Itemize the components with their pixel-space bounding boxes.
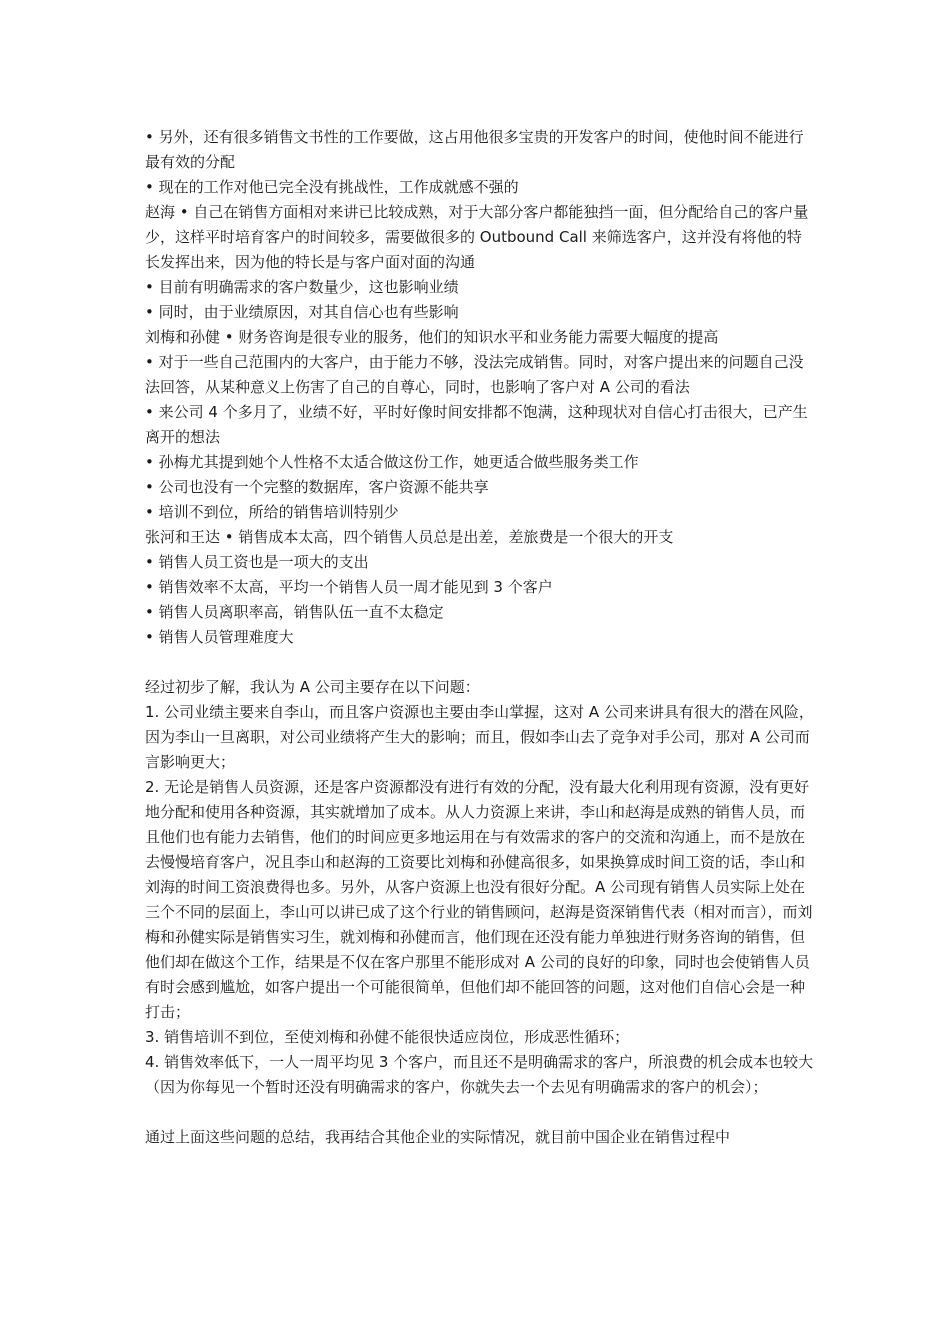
paragraph: 2. 无论是销售人员资源，还是客户资源都没有进行有效的分配，没有最大化利用现有资源，没有更好地分配和使用各种资源，其实就增加了成本。从人力资源上来讲，李山和赵海是成熟的销售人员，而且他们也有能力去销售，他们的时间应更多地运用在与有效需求的客户的交流和沟通上，而不是放在去慢慢培育客户，况且李山和赵海的工资要比刘梅和孙健高很多，如果换算成时间工资的话，李山和刘海的时间工资浪费得也多。另外，从客户资源上也没有很好分配。A 公司现有销售人员实际上处在三个不同的层面上，李山可以讲已成了这个行业的销售顾问，赵海是资深销售代表（相对而言），而刘梅和孙健实际是销售实习生，就刘梅和孙健而言，他们现在还没有能力单独进行财务咨询的销售，但他们却在做这个工作，结果是不仅在客户那里不能形成对 A 公司的良好的印象，同时也会使销售人员有时会感到尴尬，如客户提出一个可能很简单，但他们却不能回答的问题，这对他们自信心会是一种打击； [145,778,813,1021]
paragraph: • 销售人员离职率高，销售队伍一直不太稳定 [145,603,444,621]
paragraph: • 销售人员工资也是一项大的支出 [145,553,369,571]
paragraph: • 孙梅尤其提到她个人性格不太适合做这份工作，她更适合做些服务类工作 [145,453,639,471]
paragraph-spacer [145,650,815,675]
paragraph: 通过上面这些问题的总结，我再结合其他企业的实际情况，就目前中国企业在销售过程中 [145,1128,731,1146]
paragraph: 赵海 • 自己在销售方面相对来讲已比较成熟，对于大部分客户都能独挡一面，但分配给自己的客户量少，这样平时培育客户的时间较多，需要做很多的 Outbound Call 来筛选客户，这并没有将他的特长发挥出来，因为他的特长是与客户面对面的沟通 [145,203,809,271]
paragraph: 4. 销售效率低下，一人一周平均见 3 个客户，而且还不是明确需求的客户，所浪费的机会成本也较大（因为你每见一个暂时还没有明确需求的客户，你就失去一个去见有明确需求的客户的机会）； [145,1053,814,1096]
paragraph: • 公司也没有一个完整的数据库，客户资源不能共享 [145,478,489,496]
paragraph: 3. 销售培训不到位，至使刘梅和孙健不能很快适应岗位，形成恶性循环； [145,1028,630,1046]
paragraph: • 对于一些自己范围内的大客户，由于能力不够，没法完成销售。同时，对客户提出来的问题自己没法回答，从某种意义上伤害了自己的自尊心，同时，也影响了客户对 A 公司的看法 [145,353,804,396]
paragraph: • 销售效率不太高，平均一个销售人员一周才能见到 3 个客户 [145,578,553,596]
document-body [145,125,815,1150]
paragraph: • 同时，由于业绩原因，对其自信心也有些影响 [145,303,459,321]
paragraph: • 另外，还有很多销售文书性的工作要做，这占用他很多宝贵的开发客户的时间，使他时间不能进行最有效的分配 [145,128,804,171]
paragraph: 1. 公司业绩主要来自李山，而且客户资源也主要由李山掌握，这对 A 公司来讲具有很大的潜在风险，因为李山一旦离职，对公司业绩将产生大的影响；而且，假如李山去了竞争对手公司，那对 A 公司而言影响更大； [145,703,814,771]
paragraph-spacer [145,1100,815,1125]
paragraph: • 现在的工作对他已完全没有挑战性，工作成就感不强的 [145,178,519,196]
paragraph: 刘梅和孙健 • 财务咨询是很专业的服务，他们的知识水平和业务能力需要大幅度的提高 [145,328,719,346]
paragraph: • 培训不到位，所给的销售培训特别少 [145,503,399,521]
paragraph: • 来公司 4 个多月了，业绩不好，平时好像时间安排都不饱满，这种现状对自信心打击很大，已产生离开的想法 [145,403,808,446]
paragraph: 张河和王达 • 销售成本太高，四个销售人员总是出差，差旅费是一个很大的开支 [145,528,674,546]
paragraph: 经过初步了解，我认为 A 公司主要存在以下问题： [145,678,480,696]
paragraph: • 目前有明确需求的客户数量少，这也影响业绩 [145,278,459,296]
paragraph: • 销售人员管理难度大 [145,628,294,646]
